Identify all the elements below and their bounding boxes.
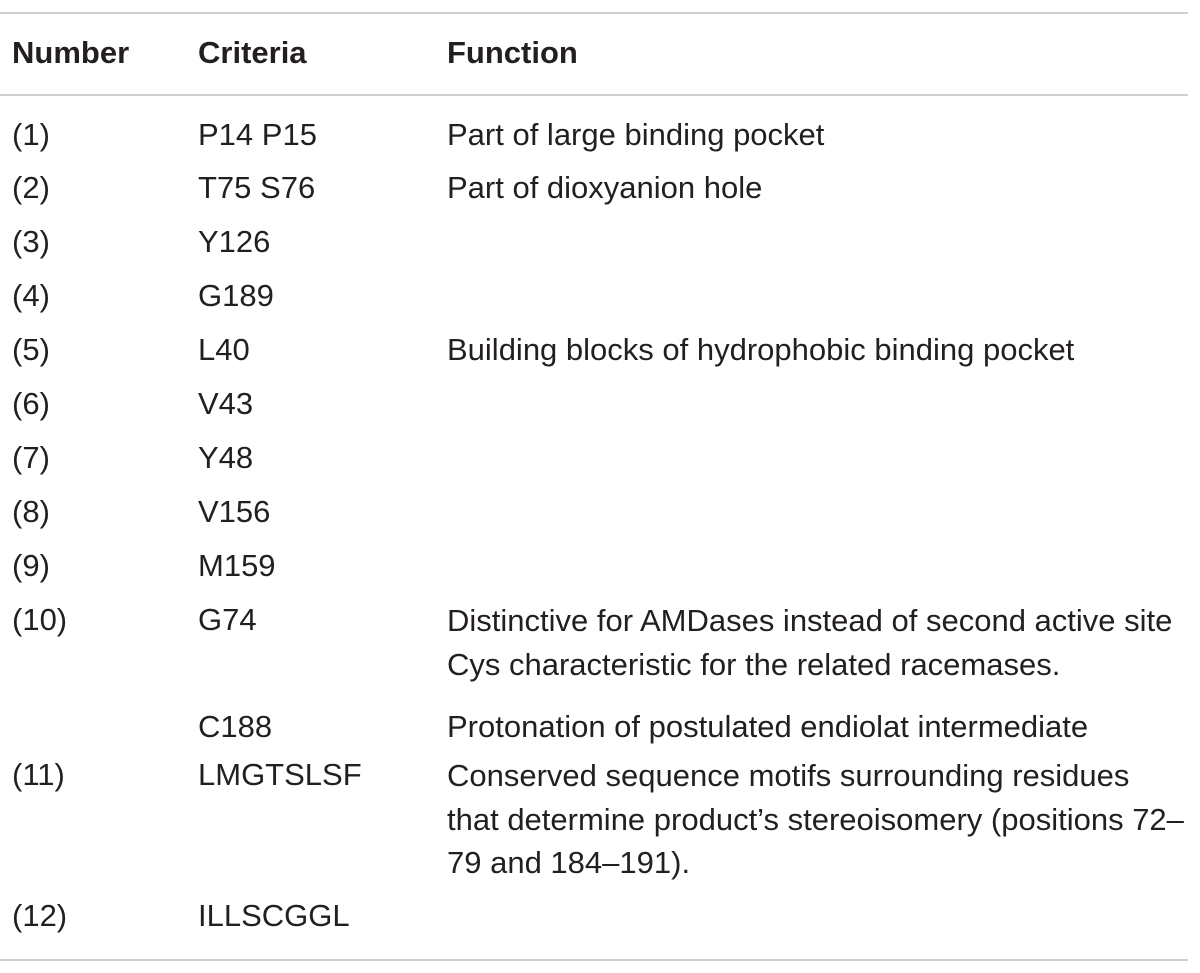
row-12-criteria: ILLSCGGL [198, 898, 350, 933]
row-11-criteria: LMGTSLSF [198, 757, 362, 792]
row-4-number: (4) [12, 278, 50, 313]
row-11-number: (11) [12, 757, 65, 792]
row-11-function: Conserved sequence motifs surrounding residues that determine product’s stereoisomery (positions 72–79 and 184–191). [447, 758, 1184, 880]
row-10b-criteria: C188 [198, 709, 273, 744]
table-top-rule [0, 12, 1188, 14]
row-2-number: (2) [12, 170, 50, 205]
row-1-number: (1) [12, 117, 50, 152]
row-8-number: (8) [12, 494, 50, 529]
header-function: Function [447, 35, 578, 70]
table-header-rule [0, 94, 1188, 96]
row-6-criteria: V43 [198, 386, 254, 421]
row-5-criteria: L40 [198, 332, 250, 367]
row-9-criteria: M159 [198, 548, 276, 583]
header-criteria: Criteria [198, 35, 307, 70]
row-1-criteria: P14 P15 [198, 117, 317, 152]
row-4-criteria: G189 [198, 278, 274, 313]
row-2-criteria: T75 S76 [198, 170, 316, 205]
row-10b-function: Protonation of postulated endiolat intermediate [447, 709, 1089, 744]
header-number: Number [12, 35, 130, 70]
row-1-function: Part of large binding pocket [447, 117, 825, 152]
row-8-criteria: V156 [198, 494, 271, 529]
row-7-criteria: Y48 [198, 440, 254, 475]
row-3-criteria: Y126 [198, 224, 271, 259]
table-bottom-rule [0, 959, 1188, 961]
row-2-function: Part of dioxyanion hole [447, 170, 763, 205]
row-3-number: (3) [12, 224, 50, 259]
row-5-number: (5) [12, 332, 50, 367]
row-10-function: Distinctive for AMDases instead of second active site Cys characteristic for the related racemases. [447, 603, 1173, 682]
row-7-number: (7) [12, 440, 50, 475]
row-10-criteria: G74 [198, 602, 257, 637]
row-5-function: Building blocks of hydrophobic binding pocket [447, 332, 1075, 367]
row-6-number: (6) [12, 386, 50, 421]
row-10-number: (10) [12, 602, 68, 637]
row-9-number: (9) [12, 548, 50, 583]
row-12-number: (12) [12, 898, 68, 933]
